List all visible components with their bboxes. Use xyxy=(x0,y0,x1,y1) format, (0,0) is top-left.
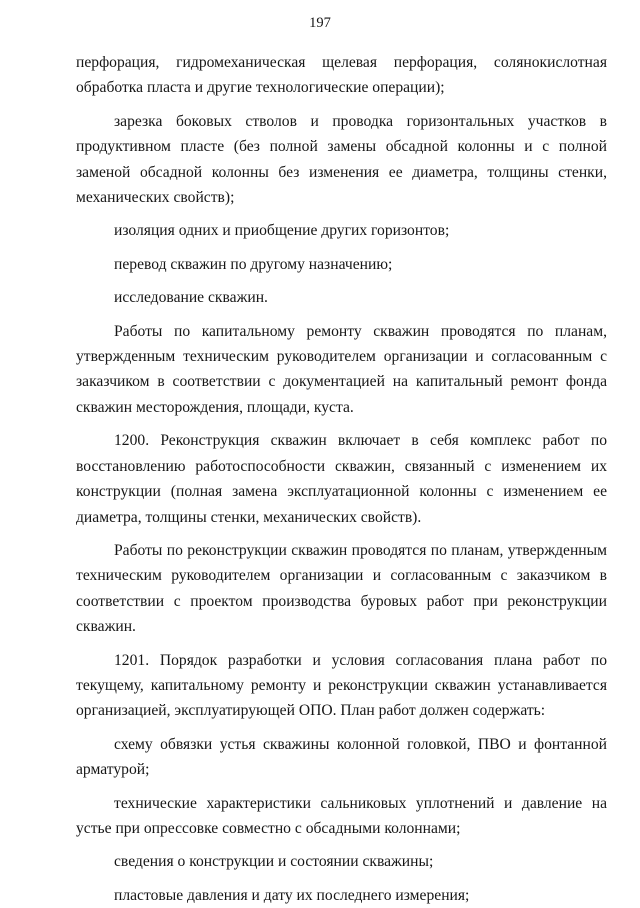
document-body xyxy=(76,50,607,908)
paragraph-reconstruction-plans: Работы по реконструкции скважин проводятся по планам, утвержденным техническим руководителем организации и согласованным с заказчиком в соответствии с проектом производства буровых работ при реконструкции скважин. xyxy=(76,541,607,636)
paragraph-reservoir-pressure: пластовые давления и дату их последнего измерения; xyxy=(114,886,470,904)
paragraph-1201-plan-procedure: 1201. Порядок разработки и условия согласования плана работ по текущему, капитальному ремонту и реконструкции скважин устанавливается организацией, эксплуатирующей ОПО. План работ должен содержать: xyxy=(76,651,607,720)
paragraph-conversion: перевод скважин по другому назначению; xyxy=(114,255,393,273)
paragraph-continuation: перфорация, гидромеханическая щелевая перфорация, солянокислотная обработка пласта и другие технологические операции); xyxy=(76,54,607,97)
paragraph-1200-reconstruction: 1200. Реконструкция скважин включает в себя комплекс работ по восстановлению работоспособности скважин, связанный с изменением их конструкции (полная замена эксплуатационной колонны с изменением ее диаметра, толщины стенки, механических свойств). xyxy=(76,432,607,526)
paragraph-well-condition: сведения о конструкции и состоянии скважины; xyxy=(114,853,434,871)
paragraph-well-survey: исследование скважин. xyxy=(114,289,268,307)
paragraph-workover-plans: Работы по капитальному ремонту скважин проводятся по планам, утвержденным техническим руководителем организации и согласованным с заказчиком в соответствии с документацией на капитальный ремонт фонда скважин месторождения, площади, куста. xyxy=(76,322,607,416)
paragraph-lateral-drilling: зарезка боковых стволов и проводка горизонтальных участков в продуктивном пласте (без полной замены обсадной колонны и с полной заменой обсадной колонны без изменения ее диаметра, толщины стенки, механических свойств); xyxy=(76,112,607,207)
paragraph-wellhead-scheme: схему обвязки устья скважины колонной головкой, ПВО и фонтанной арматурой; xyxy=(76,735,607,779)
page-number: 197 xyxy=(309,15,331,31)
paragraph-gland-seals: технические характеристики сальниковых уплотнений и давление на устье при опрессовке совместно с обсадными колоннами; xyxy=(76,794,607,837)
paragraph-isolation: изоляция одних и приобщение других горизонтов; xyxy=(114,222,450,240)
